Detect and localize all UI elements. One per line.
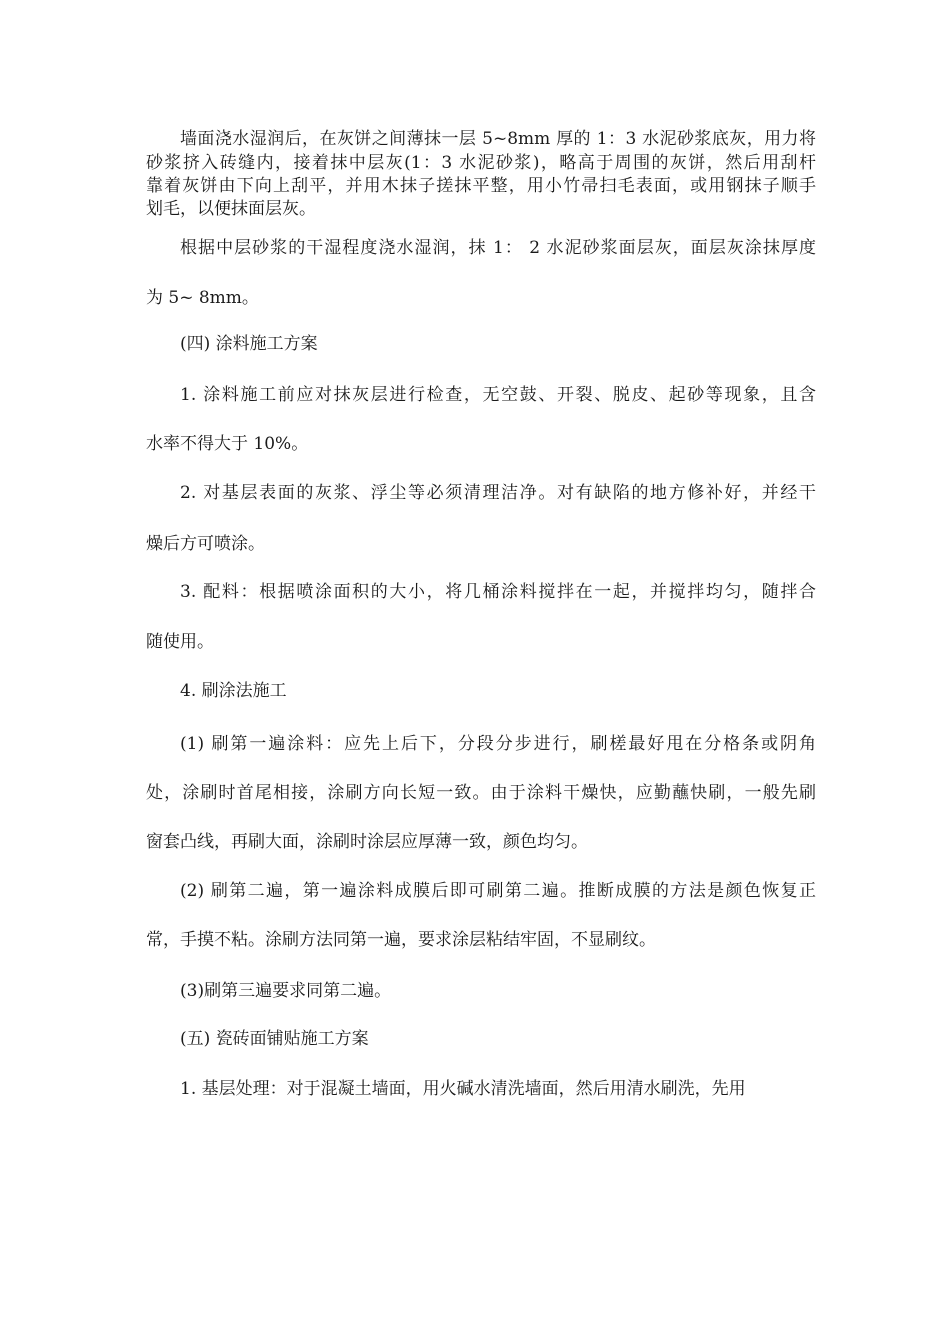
paragraph-line: 靠着灰饼由下向上刮平，并用木抹子搓抹平整，用小竹帚扫毛表面，或用钢抹子顺手	[146, 176, 816, 196]
paragraph-line: 窗套凸线，再刷大面，涂刷时涂层应厚薄一致，颜色均匀。	[146, 832, 588, 852]
paragraph-line: 划毛，以便抹面层灰。	[146, 199, 316, 219]
paragraph-line: 1. 基层处理：对于混凝土墙面，用火碱水清洗墙面，然后用清水刷洗，先用	[180, 1079, 746, 1099]
paragraph-line: 燥后方可喷涂。	[146, 534, 265, 554]
paragraph-line: (1) 刷第一遍涂料：应先上后下，分段分步进行，刷槎最好甩在分格条或阴角	[180, 734, 816, 754]
paragraph-line: 墙面浇水湿润后，在灰饼之间薄抹一层 5~8mm 厚的 1：3 水泥砂浆底灰，用力将	[180, 129, 816, 149]
subsection-heading: 4. 刷涂法施工	[180, 681, 287, 701]
paragraph-line: 3. 配料：根据喷涂面积的大小，将几桶涂料搅拌在一起，并搅拌均匀，随拌合	[180, 582, 816, 602]
section-heading: (四) 涂料施工方案	[180, 334, 318, 354]
paragraph-line: 处，涂刷时首尾相接，涂刷方向长短一致。由于涂料干燥快，应勤蘸快刷，一般先刷	[146, 783, 816, 803]
paragraph-line: (2) 刷第二遍，第一遍涂料成膜后即可刷第二遍。推断成膜的方法是颜色恢复正	[180, 881, 816, 901]
paragraph-line: 随使用。	[146, 632, 214, 652]
paragraph-line: 常，手摸不粘。涂刷方法同第一遍，要求涂层粘结牢固，不显刷纹。	[146, 930, 656, 950]
paragraph-line: (3)刷第三遍要求同第二遍。	[180, 981, 392, 1001]
paragraph-line: 砂浆挤入砖缝内，接着抹中层灰(1：3 水泥砂浆)，略高于周围的灰饼，然后用刮杆	[146, 153, 816, 173]
paragraph-line: 根据中层砂浆的干湿程度浇水湿润，抹 1： 2 水泥砂浆面层灰，面层灰涂抹厚度	[180, 238, 816, 258]
paragraph-line: 2. 对基层表面的灰浆、浮尘等必须清理洁净。对有缺陷的地方修补好，并经干	[180, 483, 816, 503]
section-heading: (五) 瓷砖面铺贴施工方案	[180, 1029, 369, 1049]
paragraph-line: 为 5~ 8mm。	[146, 288, 259, 308]
paragraph-line: 水率不得大于 10%。	[146, 434, 309, 454]
paragraph-line: 1. 涂料施工前应对抹灰层进行检查，无空鼓、开裂、脱皮、起砂等现象，且含	[180, 385, 816, 405]
